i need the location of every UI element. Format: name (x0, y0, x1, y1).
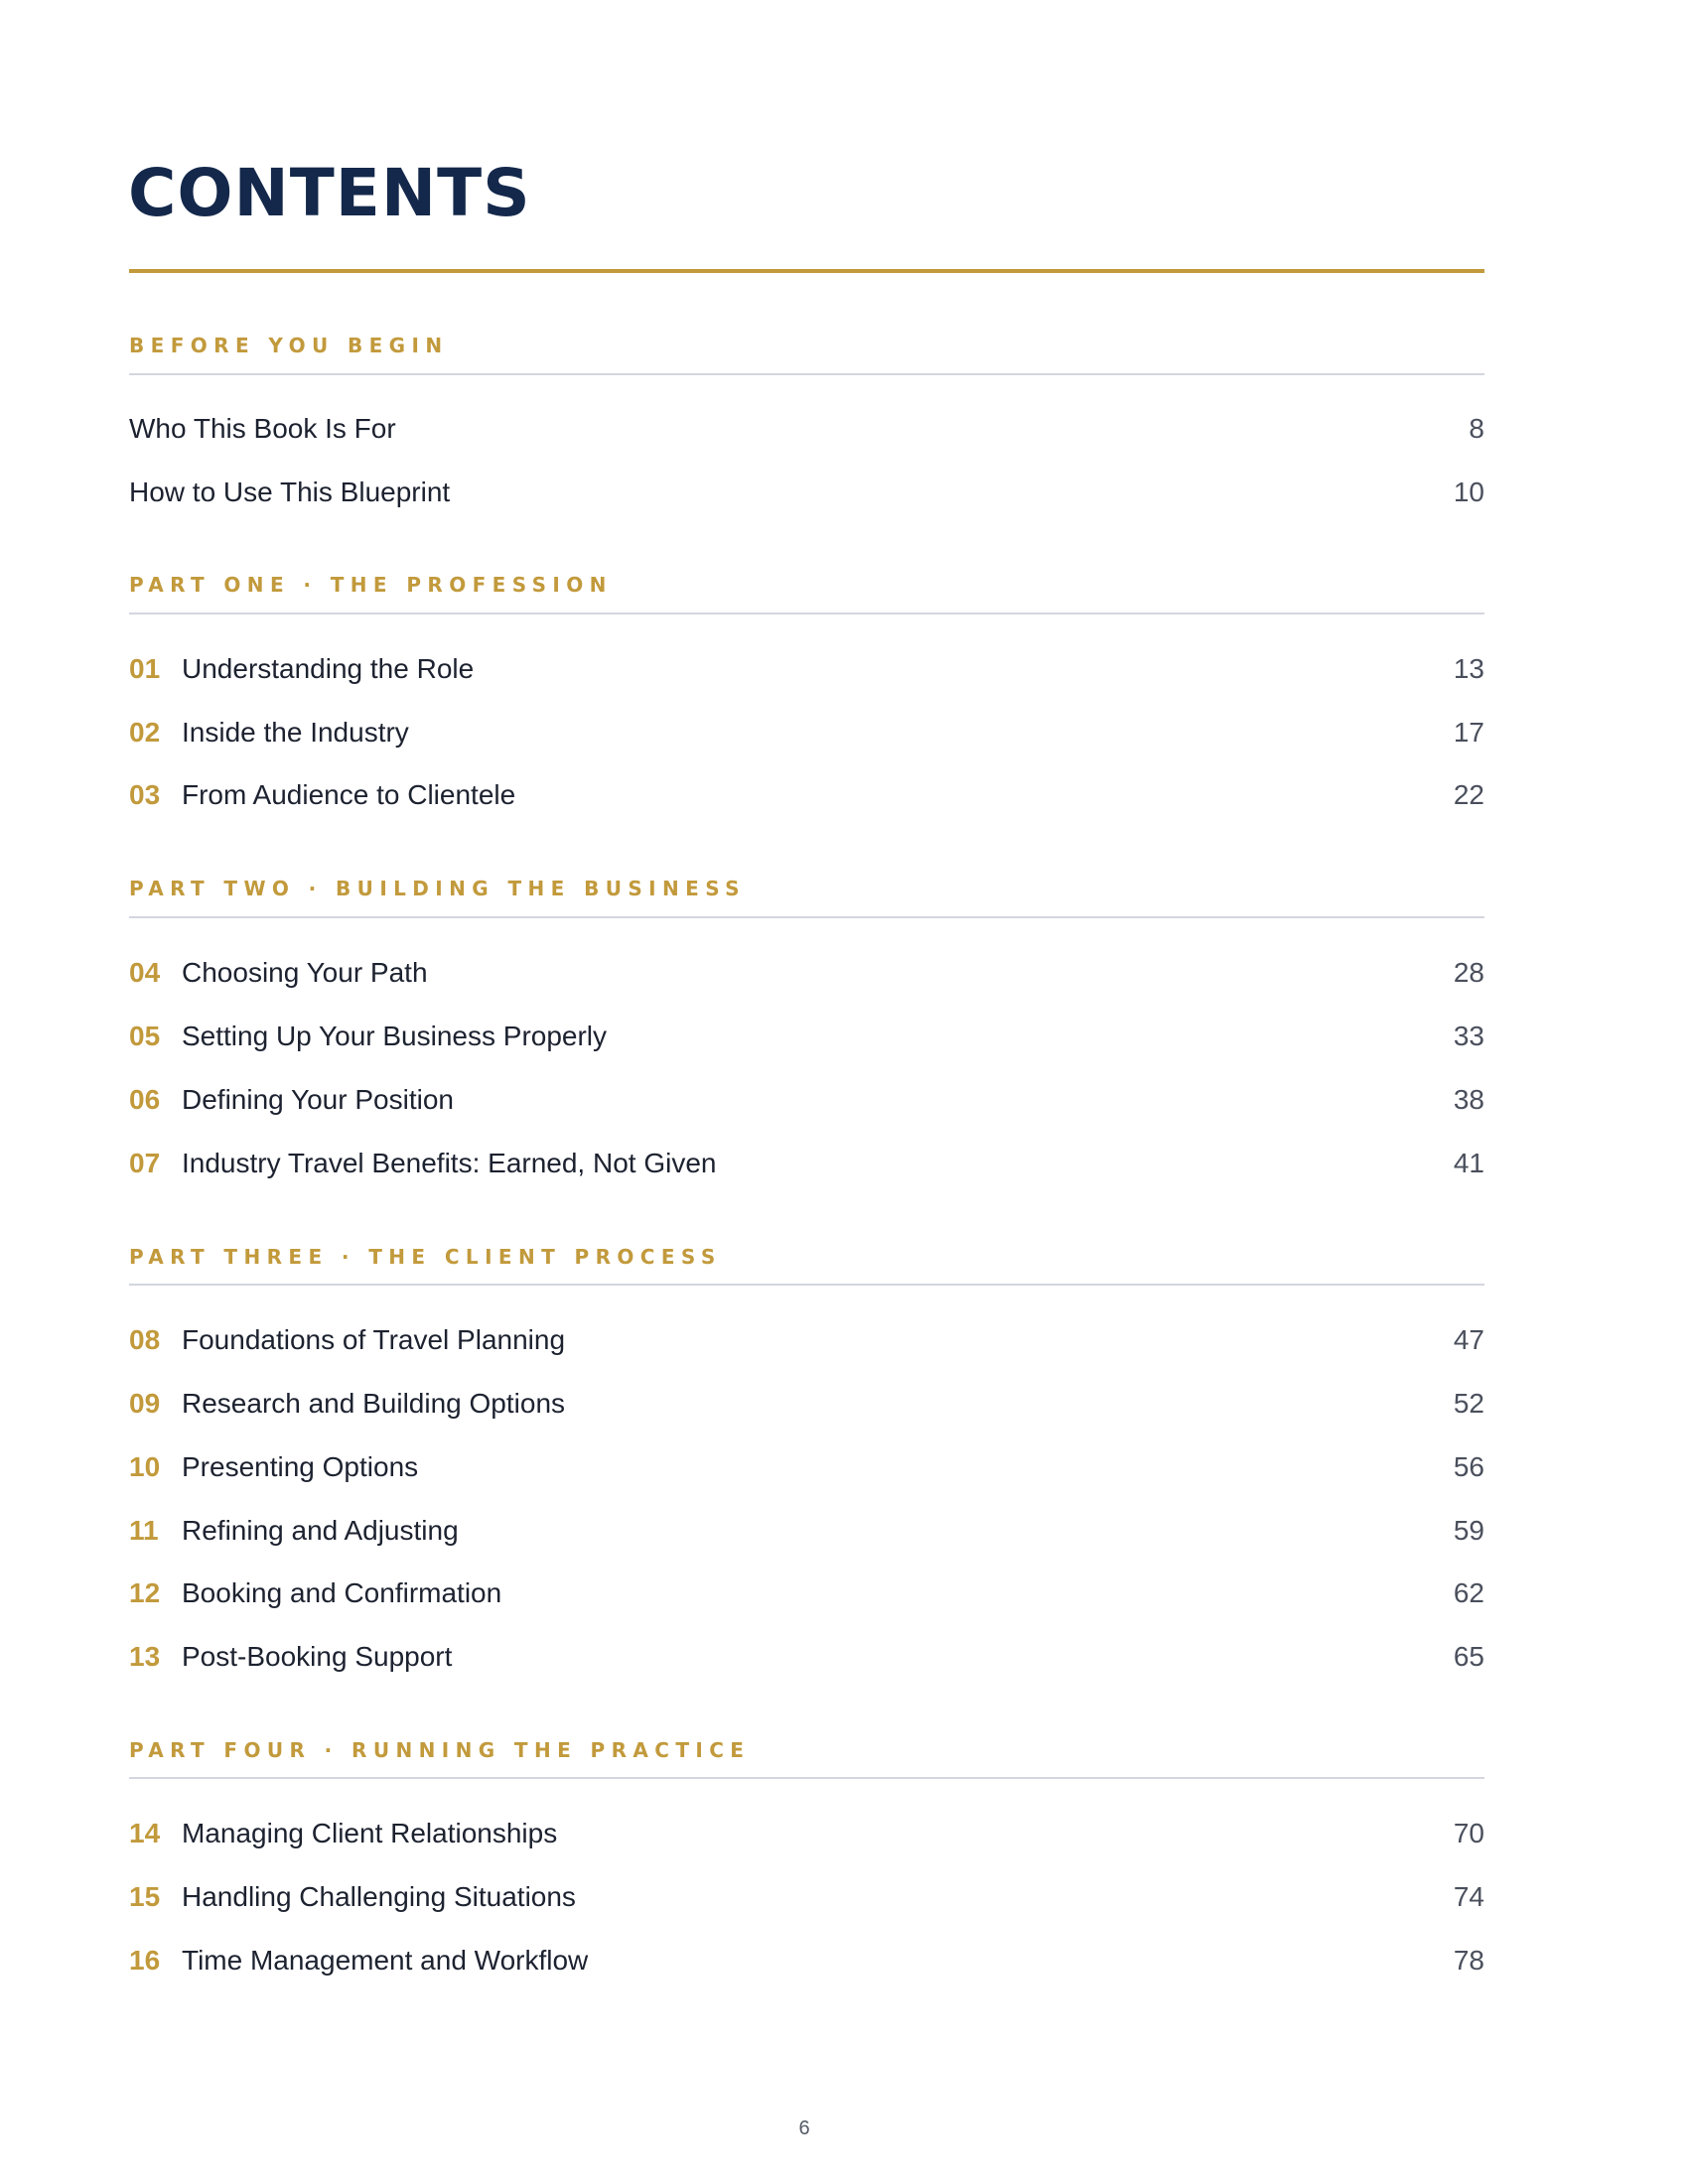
chapter-number: 03 (129, 779, 161, 810)
chapter-number: 02 (129, 717, 161, 748)
entry-title: Inside the Industry (182, 717, 409, 748)
entry-title: Industry Travel Benefits: Earned, Not Given (182, 1148, 717, 1178)
toc-entry-who-this-book-is-for[interactable] (129, 409, 1484, 449)
section-heading-part-three: PART THREE · THE CLIENT PROCESS (129, 1245, 722, 1269)
entry-title: Refining and Adjusting (182, 1515, 459, 1546)
entry-page-number: 56 (1453, 1451, 1484, 1482)
entry-title: From Audience to Clientele (182, 779, 516, 810)
section-divider (129, 1284, 1484, 1286)
chapter-number: 09 (129, 1388, 161, 1419)
toc-entry-chapter-04[interactable] (129, 953, 1484, 993)
entry-title: Understanding the Role (182, 653, 475, 684)
chapter-number: 13 (129, 1641, 161, 1672)
toc-entry-chapter-15[interactable] (129, 1877, 1484, 1917)
section-divider (129, 916, 1484, 918)
entry-title: Handling Challenging Situations (182, 1881, 576, 1912)
entry-page-number: 62 (1453, 1577, 1484, 1608)
entry-page-number: 22 (1453, 779, 1484, 810)
entry-page-number: 38 (1453, 1084, 1484, 1115)
chapter-number: 04 (129, 957, 161, 988)
chapter-number: 07 (129, 1148, 161, 1178)
chapter-number: 16 (129, 1945, 161, 1976)
toc-entry-chapter-09[interactable] (129, 1384, 1484, 1424)
entry-page-number: 41 (1453, 1148, 1484, 1178)
entry-title: Setting Up Your Business Properly (182, 1021, 608, 1051)
entry-page-number: 10 (1453, 477, 1484, 507)
section-divider (129, 613, 1484, 614)
section-heading-part-one: PART ONE · THE PROFESSION (129, 573, 613, 597)
entry-page-number: 33 (1453, 1021, 1484, 1051)
toc-entry-chapter-11[interactable] (129, 1511, 1484, 1551)
toc-entry-chapter-12[interactable] (129, 1573, 1484, 1613)
entry-page-number: 78 (1453, 1945, 1484, 1976)
entry-page-number: 17 (1453, 717, 1484, 748)
section-heading-part-four: PART FOUR · RUNNING THE PRACTICE (129, 1738, 751, 1762)
entry-page-number: 13 (1453, 653, 1484, 684)
entry-page-number: 8 (1469, 413, 1484, 444)
chapter-number: 14 (129, 1818, 161, 1848)
toc-entry-chapter-08[interactable] (129, 1320, 1484, 1360)
section-heading-before-you-begin: BEFORE YOU BEGIN (129, 334, 449, 357)
toc-entry-chapter-10[interactable] (129, 1447, 1484, 1487)
section-divider (129, 1777, 1484, 1779)
chapter-number: 12 (129, 1577, 161, 1608)
title-divider (129, 269, 1484, 273)
toc-entry-chapter-16[interactable] (129, 1941, 1484, 1980)
toc-entry-chapter-14[interactable] (129, 1814, 1484, 1853)
entry-page-number: 47 (1453, 1324, 1484, 1355)
page-title: CONTENTS (128, 155, 531, 231)
entry-page-number: 70 (1453, 1818, 1484, 1848)
chapter-number: 10 (129, 1451, 161, 1482)
chapter-number: 08 (129, 1324, 161, 1355)
entry-title: Presenting Options (182, 1451, 419, 1482)
toc-entry-chapter-02[interactable] (129, 713, 1484, 752)
toc-entry-chapter-05[interactable] (129, 1017, 1484, 1056)
entry-title: Booking and Confirmation (182, 1577, 502, 1608)
entry-title: Research and Building Options (182, 1388, 566, 1419)
chapter-number: 01 (129, 653, 161, 684)
toc-entry-chapter-06[interactable] (129, 1080, 1484, 1120)
toc-entry-chapter-03[interactable] (129, 775, 1484, 815)
entry-title: Who This Book Is For (129, 413, 396, 444)
toc-entry-chapter-13[interactable] (129, 1637, 1484, 1677)
chapter-number: 05 (129, 1021, 161, 1051)
chapter-number: 11 (129, 1515, 159, 1546)
section-heading-part-two: PART TWO · BUILDING THE BUSINESS (129, 877, 746, 900)
entry-page-number: 28 (1453, 957, 1484, 988)
toc-entry-chapter-07[interactable] (129, 1144, 1484, 1183)
entry-title: Time Management and Workflow (182, 1945, 589, 1976)
chapter-number: 15 (129, 1881, 161, 1912)
chapter-number: 06 (129, 1084, 161, 1115)
entry-title: Foundations of Travel Planning (182, 1324, 566, 1355)
entry-title: Choosing Your Path (182, 957, 428, 988)
entry-page-number: 52 (1453, 1388, 1484, 1419)
entry-title: How to Use This Blueprint (129, 477, 451, 507)
toc-entry-how-to-use-this-blueprint[interactable] (129, 473, 1484, 512)
toc-entry-chapter-01[interactable] (129, 649, 1484, 689)
entry-page-number: 65 (1453, 1641, 1484, 1672)
entry-page-number: 74 (1453, 1881, 1484, 1912)
footer-page-number: 6 (798, 2117, 810, 2139)
entry-title: Post-Booking Support (182, 1641, 453, 1672)
entry-title: Managing Client Relationships (182, 1818, 558, 1848)
entry-title: Defining Your Position (182, 1084, 454, 1115)
entry-page-number: 59 (1453, 1515, 1484, 1546)
section-divider (129, 373, 1484, 375)
